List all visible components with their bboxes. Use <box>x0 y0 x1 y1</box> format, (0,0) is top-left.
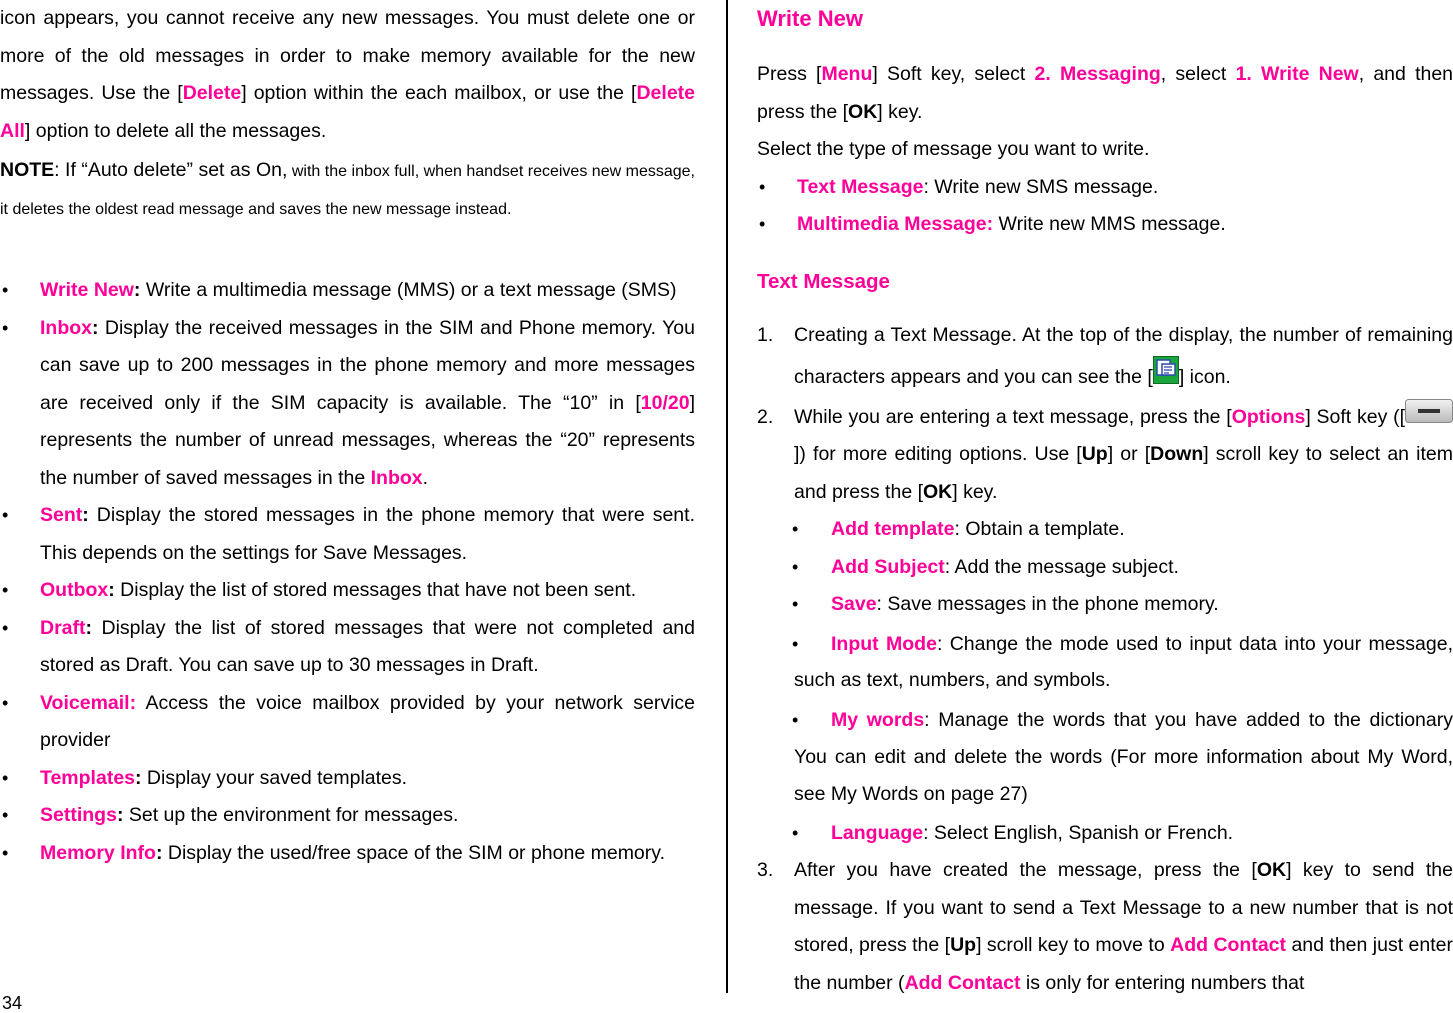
bullet: • <box>759 214 766 234</box>
step-3 <box>757 852 1453 1002</box>
bullet: • <box>2 505 9 525</box>
language-term: Language <box>831 821 924 844</box>
column-divider <box>726 0 728 993</box>
step-text: ] key. <box>952 480 998 503</box>
language-desc: : Select English, Spanish or French. <box>923 821 1234 844</box>
bullet: • <box>759 176 766 197</box>
step-text: After you have created the message, press the [ <box>794 859 1257 882</box>
intro-text: ] Soft key, select <box>872 63 1035 85</box>
term-colon: : <box>92 316 99 339</box>
step-number: 3. <box>757 859 774 882</box>
write-new-instructions <box>757 56 1453 131</box>
intro-text: Press [ <box>757 63 822 85</box>
step-text: ] Soft key ([ <box>1305 405 1405 428</box>
delete-all-option-ref: Delete All <box>0 82 695 142</box>
right-column <box>757 0 1453 1002</box>
my-words-desc: : Manage the words that you have added to the dictionary You can edit and delete the words (For more information about My Word, see My Words on page 27) <box>794 708 1453 805</box>
intro-text: ] option to delete all the messages. <box>24 119 327 142</box>
options-key-ref: Options <box>1231 405 1306 428</box>
input-mode-desc: : Change the mode used to input data into your message, such as text, numbers, and symbols. <box>794 632 1453 691</box>
intro-text: icon appears, you cannot receive any new messages. You must delete one or more of the old messages in order to make memory available for the new messages. Use the [ <box>0 7 695 104</box>
bullet: • <box>2 317 9 338</box>
draft-term: Draft <box>40 616 86 639</box>
step-text: Creating a Text Message. At the top of the display, the number of remaining characters appears and you can see the [ <box>794 323 1453 388</box>
list-item-multimedia-message <box>757 206 1453 244</box>
intro-text: , and then press the [ <box>757 63 1453 123</box>
bullet: • <box>2 805 9 825</box>
term-colon: : <box>85 616 93 639</box>
voicemail-desc: Access the voice mailbox provided by your network service provider <box>40 691 695 751</box>
term-colon: : <box>108 579 115 601</box>
menu-key-ref: Menu <box>821 63 873 85</box>
bullet: • <box>792 556 799 577</box>
option-add-template <box>757 511 1453 549</box>
page-number: 34 <box>2 993 23 1013</box>
sent-term: Sent <box>40 504 83 526</box>
list-item-outbox <box>0 572 695 610</box>
note-label: NOTE <box>0 159 55 181</box>
bullet: • <box>2 580 9 600</box>
settings-term: Settings <box>40 804 117 826</box>
save-desc: : Save messages in the phone memory. <box>876 593 1219 616</box>
multimedia-message-term: Multimedia Message: <box>797 213 994 235</box>
sent-desc: Display the stored messages in the phone memory that were sent. This depends on the settings for Save Messages. <box>40 504 695 564</box>
note-text: : If “Auto delete” set as On, <box>54 159 288 181</box>
option-language <box>757 815 1453 853</box>
inbox-ref: Inbox <box>370 466 423 489</box>
down-key-ref: Down <box>1150 443 1204 466</box>
ok-key-ref: OK <box>848 100 878 123</box>
templates-desc: Display your saved templates. <box>141 766 408 789</box>
list-item-voicemail <box>0 685 695 760</box>
up-key-ref: Up <box>950 934 977 957</box>
list-item-inbox <box>0 310 695 498</box>
step-1 <box>757 314 1453 399</box>
templates-term: Templates <box>40 766 136 789</box>
list-item-draft <box>0 610 695 685</box>
term-colon: : <box>116 804 124 826</box>
add-template-desc: : Obtain a template. <box>954 518 1125 541</box>
outbox-term: Outbox <box>40 579 109 601</box>
subsection-title: Text Message <box>757 269 890 293</box>
save-term: Save <box>831 593 877 616</box>
soft-key-icon <box>1405 399 1453 437</box>
bullet: • <box>792 633 799 654</box>
option-save <box>757 586 1453 624</box>
list-item-memory-info <box>0 835 695 873</box>
inbox-term: Inbox <box>40 316 92 339</box>
option-input-mode <box>757 626 1453 698</box>
step-text: ]) for more editing options. Use [ <box>794 443 1082 466</box>
step-text: ] icon. <box>1178 365 1231 388</box>
write-new-menu-ref: 1. Write New <box>1235 63 1359 85</box>
bullet: • <box>2 767 9 788</box>
list-item-settings <box>0 797 695 835</box>
add-subject-term: Add Subject <box>831 555 945 578</box>
multimedia-message-desc: Write new MMS message. <box>993 213 1226 235</box>
bullet: • <box>792 519 799 540</box>
memory-info-desc: Display the used/free space of the SIM or phone memory. <box>162 841 665 864</box>
step-2 <box>757 399 1453 512</box>
ok-key-ref: OK <box>1256 859 1287 882</box>
step-text: While you are entering a text message, press the [ <box>794 405 1232 428</box>
left-column <box>0 0 695 872</box>
settings-desc: Set up the environment for messages. <box>123 804 459 826</box>
step-number: 1. <box>757 323 774 346</box>
step-text: is only for entering numbers that <box>1020 971 1305 994</box>
outbox-desc: Display the list of stored messages that have not been sent. <box>114 579 637 601</box>
list-item-templates <box>0 760 695 798</box>
intro-text: ] key. <box>877 100 923 123</box>
text-message-icon <box>1153 356 1179 399</box>
step-text: ] scroll key to move to <box>976 934 1171 957</box>
intro-text: , select <box>1160 63 1236 85</box>
write-new-desc: Write a multimedia message (MMS) or a text message (SMS) <box>140 279 677 301</box>
inbox-desc: ] represents the number of unread messages, whereas the “20” represents the number of saved messages in the <box>40 391 695 489</box>
voicemail-term: Voicemail: <box>40 691 137 714</box>
add-contact-ref: Add Contact <box>1170 934 1287 957</box>
select-type-text: Select the type of message you want to write. <box>757 138 1150 160</box>
list-item-text-message <box>757 169 1453 207</box>
term-colon: : <box>133 279 141 301</box>
list-item-write-new <box>0 272 695 310</box>
option-my-words <box>757 702 1453 813</box>
text-message-desc: : Write new SMS message. <box>923 175 1159 198</box>
intro-paragraph <box>0 0 695 150</box>
list-item-sent <box>0 497 695 572</box>
inbox-desc: Display the received messages in the SIM and Phone memory. You can save up to 200 messages in the phone memory and more messages are received only if the SIM capacity is available. The “10” in [ <box>40 316 695 414</box>
inbox-desc: . <box>422 466 429 489</box>
bullet: • <box>792 594 799 615</box>
bullet: • <box>792 709 799 730</box>
ok-key-ref: OK <box>923 480 953 503</box>
input-mode-term: Input Mode <box>831 632 937 655</box>
term-colon: : <box>155 841 163 864</box>
add-template-term: Add template <box>831 518 955 541</box>
step-number: 2. <box>757 405 774 428</box>
bullet: • <box>2 617 9 638</box>
step-text: ] scroll key to select an item and press the [ <box>794 443 1453 503</box>
bullet: • <box>2 842 9 863</box>
option-add-subject <box>757 549 1453 587</box>
add-contact-ref: Add Contact <box>904 971 1021 994</box>
term-colon: : <box>135 766 142 789</box>
draft-desc: Display the list of stored messages that were not completed and stored as Draft. You can save up to 30 messages in Draft. <box>40 616 695 676</box>
messaging-menu-ref: 2. Messaging <box>1034 63 1161 85</box>
bullet: • <box>2 280 9 300</box>
bullet: • <box>2 692 9 713</box>
section-title: Write New <box>757 6 863 31</box>
note-small-text: with the inbox full, when handset receives new message, it deletes the oldest read message and saves the new message instead. <box>0 163 695 218</box>
my-words-term: My words <box>831 708 925 731</box>
note-paragraph <box>0 152 695 228</box>
up-key-ref: Up <box>1081 443 1108 466</box>
step-text: ] key to send the message. If you want to send a Text Message to a new number that is not stored, press the [ <box>794 859 1453 957</box>
add-subject-desc: : Add the message subject. <box>944 555 1179 578</box>
inbox-count-ref: 10/20 <box>640 391 690 414</box>
step-text: and then just enter the number ( <box>794 934 1453 994</box>
memory-info-term: Memory Info <box>40 841 156 864</box>
delete-option-ref: Delete <box>182 82 242 104</box>
write-new-term: Write New <box>40 279 134 301</box>
text-message-term: Text Message <box>797 175 924 198</box>
step-text: ] or [ <box>1107 443 1151 466</box>
bullet: • <box>792 822 799 843</box>
intro-text: ] option within the each mailbox, or use the [ <box>241 82 637 104</box>
term-colon: : <box>82 504 89 526</box>
